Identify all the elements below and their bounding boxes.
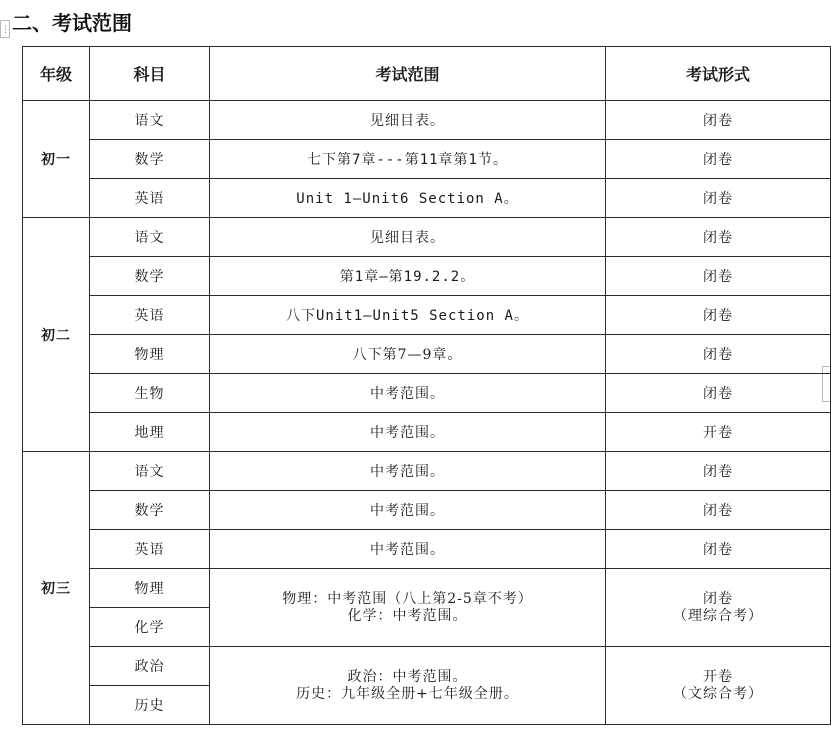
form-cell: 闭卷 [606,491,831,530]
subject-cell: 语文 [90,101,210,140]
subject-cell: 语文 [90,452,210,491]
table-row [23,296,831,335]
subject-cell: 数学 [90,257,210,296]
grade-cell: 初三 [23,452,90,725]
combined-humanities-form-cell [606,647,831,725]
table-row [23,413,831,452]
form-cell: 闭卷 [606,257,831,296]
exam-scope-table [22,46,831,725]
table-row [23,647,831,686]
subject-cell: 英语 [90,296,210,335]
header-row [23,47,831,101]
form-line: （理综合考） [673,607,763,624]
subject-cell: 历史 [90,686,210,725]
table-row [23,569,831,608]
scope-line: 物理：中考范围（八上第2-5章不考） [282,590,533,607]
header-form: 考试形式 [606,47,831,101]
scope-cell: 中考范围。 [210,491,606,530]
scope-cell: Unit 1—Unit6 Section A。 [210,179,606,218]
subject-cell: 英语 [90,530,210,569]
anchor-marker-icon: ⋮ [0,20,10,38]
table-row [23,179,831,218]
scope-cell: 八下Unit1—Unit5 Section A。 [210,296,606,335]
subject-cell: 数学 [90,140,210,179]
table-row [23,530,831,569]
scope-cell: 八下第7—9章。 [210,335,606,374]
header-subject: 科目 [90,47,210,101]
grade-cell: 初一 [23,101,90,218]
table-row [23,140,831,179]
scope-cell: 见细目表。 [210,101,606,140]
combined-science-form-cell [606,569,831,647]
scope-cell: 中考范围。 [210,374,606,413]
scope-cell: 七下第7章---第11章第1节。 [210,140,606,179]
combined-science-scope-cell [210,569,606,647]
form-cell: 闭卷 [606,296,831,335]
table-row [23,491,831,530]
scope-line: 化学：中考范围。 [347,607,468,624]
form-cell: 开卷 [606,413,831,452]
table-row [23,257,831,296]
form-cell: 闭卷 [606,374,831,413]
scope-line: 历史：九年级全册+七年级全册。 [296,685,519,702]
form-cell: 闭卷 [606,179,831,218]
table-row [23,218,831,257]
subject-cell: 政治 [90,647,210,686]
header-scope: 考试范围 [210,47,606,101]
header-grade: 年级 [23,47,90,101]
table-row [23,374,831,413]
subject-cell: 数学 [90,491,210,530]
scope-cell: 见细目表。 [210,218,606,257]
subject-cell: 地理 [90,413,210,452]
form-cell: 闭卷 [606,218,831,257]
scope-line: 政治：中考范围。 [347,668,468,685]
scope-cell: 中考范围。 [210,452,606,491]
scope-cell: 中考范围。 [210,413,606,452]
subject-cell: 化学 [90,608,210,647]
form-cell: 闭卷 [606,101,831,140]
subject-cell: 生物 [90,374,210,413]
section-heading [0,0,300,36]
form-line: 开卷 [703,668,733,685]
table-row [23,452,831,491]
scope-cell: 第1章—第19.2.2。 [210,257,606,296]
table-row [23,335,831,374]
section-title: 二、考试范围 [12,11,132,35]
table-row [23,101,831,140]
form-line: 闭卷 [703,590,733,607]
subject-cell: 物理 [90,569,210,608]
grade-cell: 初二 [23,218,90,452]
form-cell: 闭卷 [606,335,831,374]
subject-cell: 语文 [90,218,210,257]
form-line: （文综合考） [673,685,763,702]
form-cell: 闭卷 [606,140,831,179]
scope-cell: 中考范围。 [210,530,606,569]
subject-cell: 物理 [90,335,210,374]
form-cell: 闭卷 [606,452,831,491]
combined-humanities-scope-cell [210,647,606,725]
form-cell: 闭卷 [606,530,831,569]
subject-cell: 英语 [90,179,210,218]
